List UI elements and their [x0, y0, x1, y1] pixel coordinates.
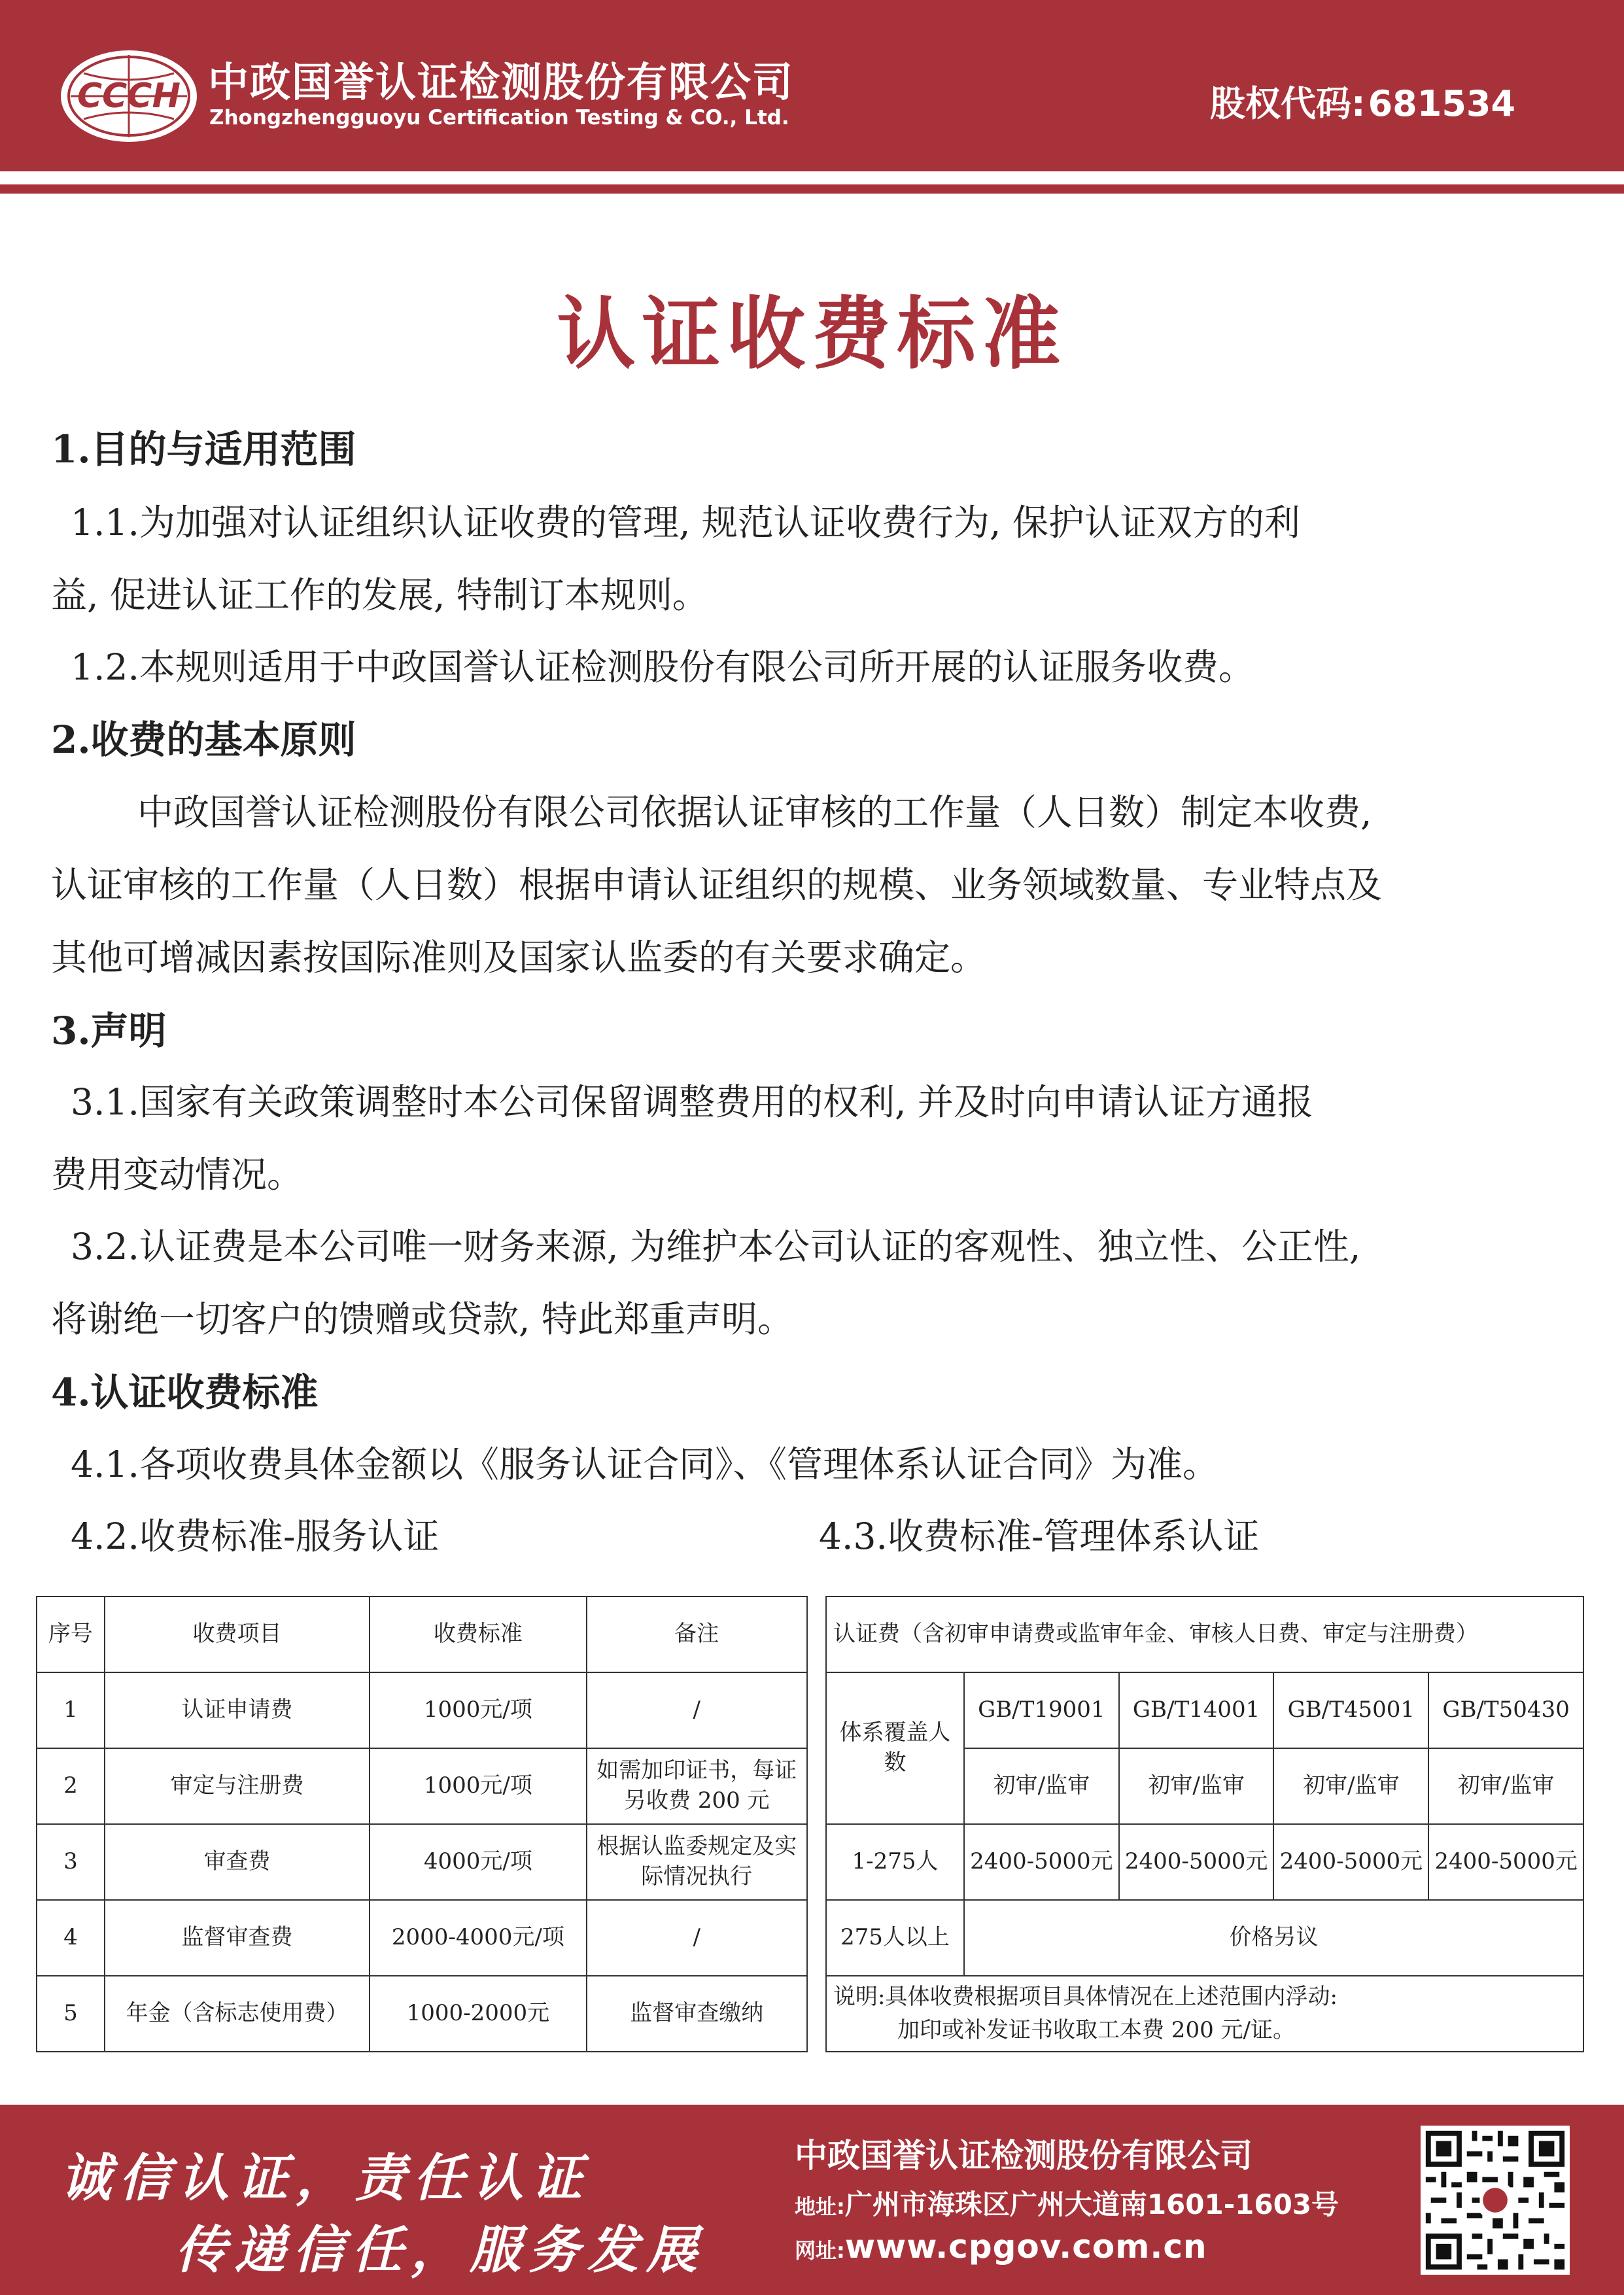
row-item: 监督审查费 [105, 1900, 370, 1976]
row-item: 审定与注册费 [105, 1748, 370, 1824]
standard-cell: GB/T19001 [964, 1672, 1119, 1748]
table-row [826, 1900, 1583, 1976]
website-label: 网址: [795, 2238, 845, 2263]
header-fee: 收费标准 [370, 1596, 586, 1672]
section-2-heading: 2.收费的基本原则 [51, 717, 356, 762]
company-name-en: Zhongzhengguoyu Certification Testing & CO., Ltd. [209, 106, 789, 129]
stock-code-value: 681534 [1368, 83, 1516, 124]
price-negotiable: 价格另议 [964, 1900, 1583, 1976]
footer-address [795, 2183, 1339, 2222]
note-line-1: 说明:具体收费根据项目具体情况在上述范围内浮动: [833, 1984, 1338, 2010]
table-row [37, 1824, 807, 1900]
section-3-2-line-1: 3.2.认证费是本公司唯一财务来源, 为维护本公司认证的客观性、独立性、公正性, [71, 1226, 1361, 1268]
section-2-line-1: 中政国誉认证检测股份有限公司依据认证审核的工作量（人日数）制定本收费, [137, 791, 1372, 833]
table-row [37, 1976, 807, 2052]
header-item: 收费项目 [105, 1596, 370, 1672]
row-item: 年金（含标志使用费） [105, 1976, 370, 2052]
header-bar [0, 0, 1624, 171]
address-label: 地址: [795, 2194, 845, 2219]
row-note: 如需加印证书，每证另收费 200 元 [587, 1748, 807, 1824]
section-4-2-subtitle: 4.2.收费标准-服务认证 [71, 1515, 440, 1557]
section-4-heading: 4.认证收费标准 [51, 1370, 319, 1415]
audit-type-cell: 初审/监审 [1273, 1748, 1428, 1824]
service-fee-table [36, 1596, 808, 2052]
row-no: 1 [37, 1672, 105, 1748]
company-logo [58, 47, 200, 145]
company-name-cn: 中政国誉认证检测股份有限公司 [208, 58, 795, 106]
row-item: 审查费 [105, 1824, 370, 1900]
stock-code-label: 股权代码: [1210, 83, 1366, 124]
row-fee: 4000元/项 [370, 1824, 586, 1900]
coverage-label: 体系覆盖人数 [826, 1672, 964, 1824]
standard-cell: GB/T45001 [1273, 1672, 1428, 1748]
row-note: / [587, 1672, 807, 1748]
table-row [826, 1976, 1583, 2052]
audit-type-cell: 初审/监审 [1428, 1748, 1583, 1824]
section-2-line-3: 其他可增减因素按国际准则及国家认监委的有关要求确定。 [51, 937, 987, 978]
website-link[interactable]: www.cpgov.com.cn [844, 2228, 1207, 2266]
section-1-1-line-2: 益, 促进认证工作的发展, 特制订本规则。 [51, 574, 708, 616]
audit-type-cell: 初审/监审 [964, 1748, 1119, 1824]
section-1-1-line-1: 1.1.为加强对认证组织认证收费的管理, 规范认证收费行为, 保护认证双方的利 [71, 502, 1300, 544]
table-header-row [826, 1596, 1583, 1672]
section-4-3-subtitle: 4.3.收费标准-管理体系认证 [819, 1515, 1260, 1557]
section-1-heading: 1.目的与适用范围 [51, 427, 356, 472]
standard-cell: GB/T50430 [1428, 1672, 1583, 1748]
row-no: 4 [37, 1900, 105, 1976]
footer-website [795, 2228, 1207, 2266]
row-note: / [587, 1900, 807, 1976]
row-fee: 1000元/项 [370, 1672, 586, 1748]
standard-cell: GB/T14001 [1119, 1672, 1274, 1748]
qr-code-icon[interactable] [1421, 2126, 1570, 2275]
table-row [37, 1748, 807, 1824]
section-3-1-line-2: 费用变动情况。 [51, 1154, 303, 1196]
row-no: 2 [37, 1748, 105, 1824]
row-fee: 1000元/项 [370, 1748, 586, 1824]
logo-text: CCCH [77, 77, 181, 116]
row-no: 3 [37, 1824, 105, 1900]
section-4-1-text: 4.1.各项收费具体金额以《服务认证合同》、《管理体系认证合同》为准。 [71, 1443, 1218, 1485]
row-no: 5 [37, 1976, 105, 2052]
row-fee: 1000-2000元 [370, 1976, 586, 2052]
table-row [37, 1672, 807, 1748]
table-row [37, 1900, 807, 1976]
row-item: 认证申请费 [105, 1672, 370, 1748]
slogan-2: 传递信任，服务发展 [175, 2220, 706, 2280]
row-label: 275人以上 [826, 1900, 964, 1976]
table-row [826, 1672, 1583, 1748]
management-header: 认证费（含初审申请费或监审年金、审核人日费、审定与注册费） [826, 1596, 1583, 1672]
audit-type-cell: 初审/监审 [1119, 1748, 1274, 1824]
management-fee-table [825, 1596, 1584, 2052]
document-title: 认证收费标准 [557, 289, 1067, 380]
price-cell: 2400-5000元 [1428, 1824, 1583, 1900]
note-line-2: 加印或补发证书收取工本费 200 元/证。 [897, 2017, 1295, 2043]
header-divider [0, 184, 1624, 194]
row-note: 根据认监委规定及实际情况执行 [587, 1824, 807, 1900]
row-label: 1-275人 [826, 1824, 964, 1900]
section-3-heading: 3.声明 [51, 1009, 167, 1053]
section-3-2-line-2: 将谢绝一切客户的馈赠或贷款, 特此郑重声明。 [51, 1298, 793, 1340]
row-note: 监督审查缴纳 [587, 1976, 807, 2052]
price-cell: 2400-5000元 [964, 1824, 1119, 1900]
address-value: 广州市海珠区广州大道南1601-1603号 [844, 2188, 1339, 2220]
header-note: 备注 [587, 1596, 807, 1672]
price-cell: 2400-5000元 [1119, 1824, 1274, 1900]
section-2-line-2: 认证审核的工作量（人日数）根据申请认证组织的规模、业务领域数量、专业特点及 [51, 864, 1383, 906]
row-fee: 2000-4000元/项 [370, 1900, 586, 1976]
header-no: 序号 [37, 1596, 105, 1672]
footer-company-name: 中政国誉认证检测股份有限公司 [795, 2137, 1253, 2175]
stock-code [1210, 76, 1515, 126]
price-cell: 2400-5000元 [1273, 1824, 1428, 1900]
management-note [826, 1976, 1583, 2052]
slogan-1: 诚信认证，责任认证 [60, 2148, 591, 2208]
table-header-row [37, 1596, 807, 1672]
section-3-1-line-1: 3.1.国家有关政策调整时本公司保留调整费用的权利, 并及时向申请认证方通报 [71, 1081, 1313, 1123]
table-row [826, 1824, 1583, 1900]
section-1-2-text: 1.2.本规则适用于中政国誉认证检测股份有限公司所开展的认证服务收费。 [71, 646, 1254, 688]
